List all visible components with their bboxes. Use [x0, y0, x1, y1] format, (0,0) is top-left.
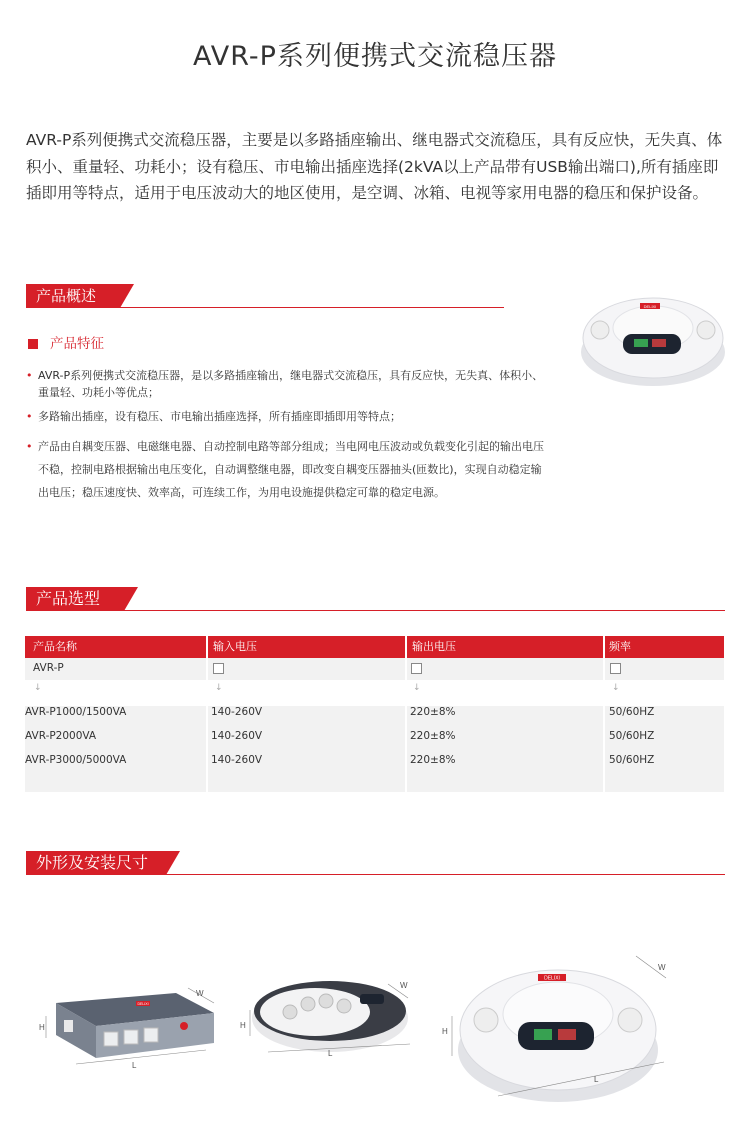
table-cell: 140-260V	[211, 706, 263, 718]
table-cell: 220±8%	[410, 706, 456, 718]
page-title: AVR-P系列便携式交流稳压器	[193, 41, 557, 72]
section-divider	[26, 307, 504, 308]
column-header: 产品名称	[33, 640, 77, 653]
table-cell: AVR-P1000/1500VA	[25, 706, 127, 718]
table-cell: AVR-P2000VA	[25, 730, 97, 742]
section-tag: 产品选型	[26, 587, 124, 611]
checkbox[interactable]	[411, 663, 422, 674]
selection-table	[25, 636, 724, 792]
dimension-label-h: H	[442, 1027, 448, 1036]
svg-text:DELIXI: DELIXI	[544, 975, 560, 982]
table-cell: 50/60HZ	[609, 706, 655, 718]
table-cell: 50/60HZ	[609, 754, 655, 766]
column-header: 频率	[609, 640, 631, 653]
svg-text:DELIXI: DELIXI	[643, 304, 657, 309]
dimension-label-l: L	[132, 1061, 137, 1070]
dimension-label-h: H	[39, 1023, 45, 1032]
down-arrow-icon: ↓	[34, 683, 42, 693]
bullet-icon: •	[26, 440, 33, 453]
column-divider	[603, 636, 605, 792]
table-cell: 220±8%	[410, 730, 456, 742]
intro-paragraph: AVR-P系列便携式交流稳压器，主要是以多路插座输出、继电器式交流稳压，具有反应快，无失真、体积小、重量轻、功耗小；设有稳压、市电输出插座选择(2kVA以上产品带有USB输出端口),所有插座即插即用等特点，适用于电压波动大的地区使用，是空调、冰箱、电视等家用电器的稳压和保护设备。	[26, 131, 723, 202]
column-divider	[206, 636, 208, 792]
column-divider	[405, 636, 407, 792]
checkbox[interactable]	[610, 663, 621, 674]
product-image-round-large	[438, 938, 678, 1138]
column-header: 输出电压	[412, 640, 456, 653]
bullet-icon: •	[26, 369, 33, 382]
dimension-label-l: L	[328, 1049, 333, 1058]
dimension-label-w: W	[658, 963, 666, 972]
dimension-label-w: W	[196, 989, 204, 998]
product-image-round	[578, 290, 728, 390]
section-header-overview	[26, 284, 504, 308]
dimension-label-w: W	[400, 981, 408, 990]
section-header-selection	[26, 587, 725, 611]
dimension-label-h: H	[240, 1021, 246, 1030]
dimension-label-l: L	[594, 1075, 599, 1084]
checkbox[interactable]	[213, 663, 224, 674]
section-tag: 产品概述	[26, 284, 120, 308]
section-divider	[26, 610, 725, 611]
svg-text:DELIXI: DELIXI	[137, 1002, 149, 1006]
column-header: 输入电压	[213, 640, 257, 653]
table-cell: 220±8%	[410, 754, 456, 766]
series-name: AVR-P	[33, 662, 64, 674]
product-image-oval	[230, 966, 420, 1066]
table-cell: 140-260V	[211, 730, 263, 742]
section-divider	[26, 874, 725, 875]
square-bullet-icon	[28, 339, 38, 349]
bullet-icon: •	[26, 410, 33, 423]
table-cell: AVR-P3000/5000VA	[25, 754, 127, 766]
features-title: 产品特征	[28, 332, 104, 352]
down-arrow-icon: ↓	[413, 683, 421, 693]
section-tag: 外形及安装尺寸	[26, 851, 166, 875]
down-arrow-icon: ↓	[215, 683, 223, 693]
table-cell: 140-260V	[211, 754, 263, 766]
down-arrow-icon: ↓	[612, 683, 620, 693]
table-cell: 50/60HZ	[609, 730, 655, 742]
section-header-dimensions	[26, 851, 725, 875]
product-image-rectangular	[36, 968, 226, 1078]
